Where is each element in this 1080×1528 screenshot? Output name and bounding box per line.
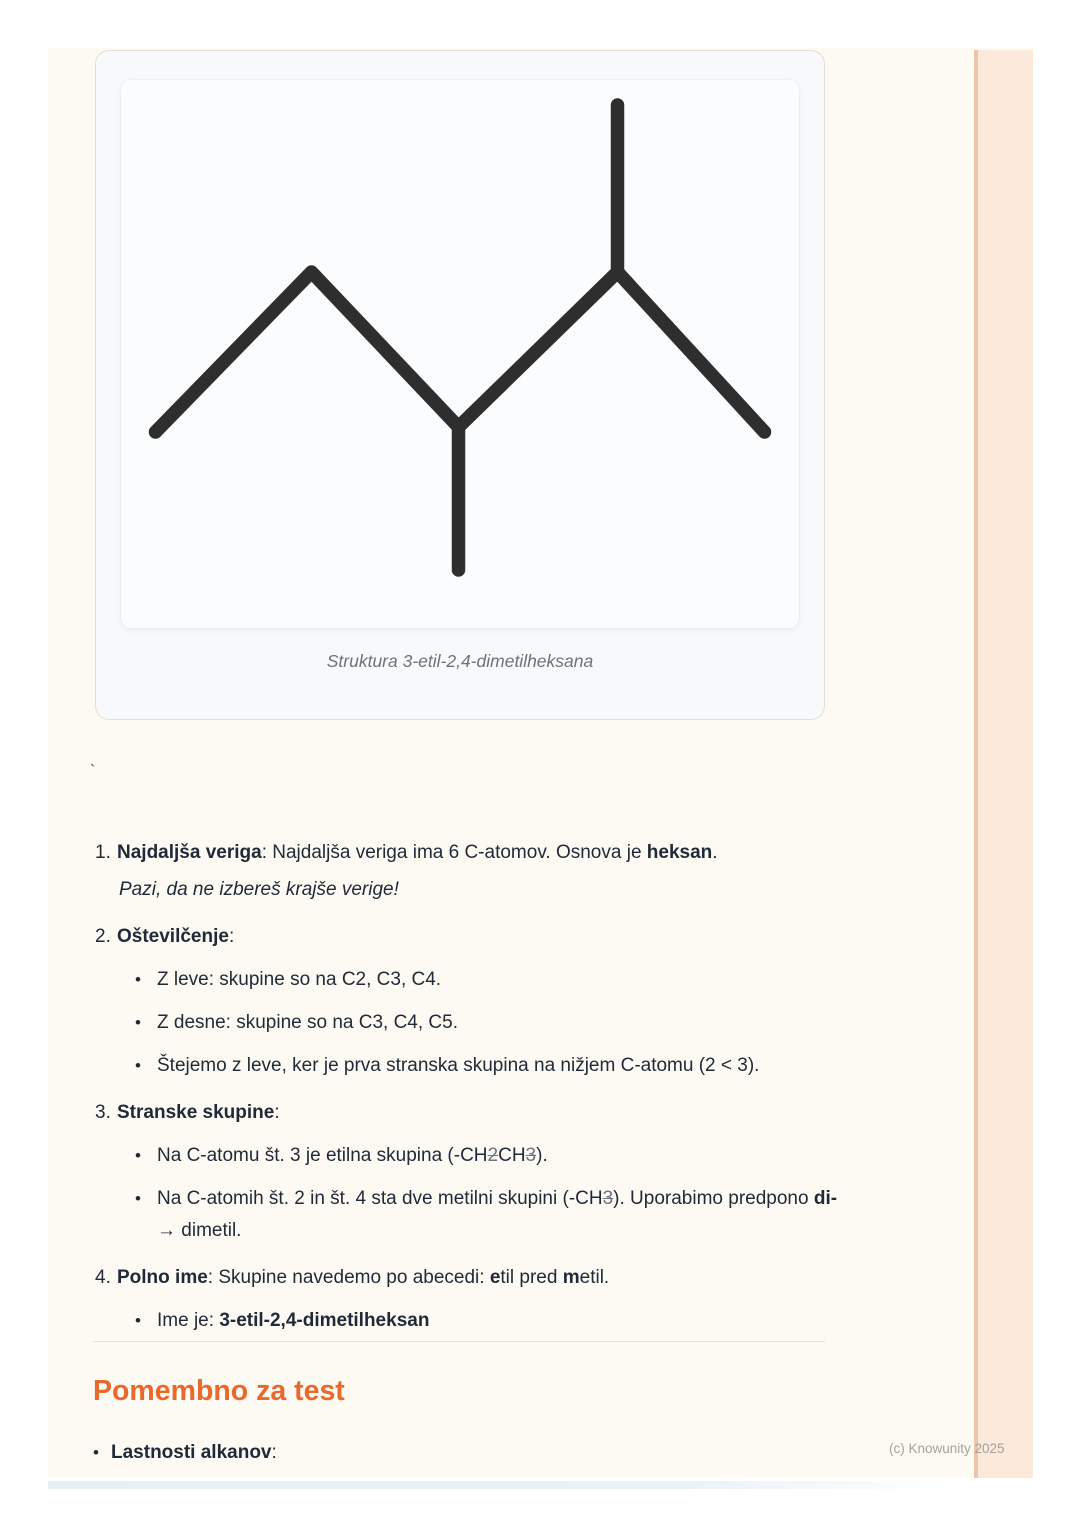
step-number: 4. [95,1267,111,1288]
stray-backtick-char: ` [90,763,96,780]
bullet-text: Štejemo z leve, ker je prva stranska skupina na nižjem C-atomu (2 < 3). [157,1055,760,1076]
right-margin-stripe [974,50,1033,1478]
step-number: 1. [95,842,111,863]
step-number: 3. [95,1102,111,1123]
bullet-dot: • [93,1443,99,1462]
list-item [135,1007,838,1039]
step-text: Stranske skupine: [117,1102,280,1123]
bullet-dot: • [135,1311,141,1330]
important-list-item [93,1437,833,1469]
list-item [135,964,838,996]
step-number: 2. [95,926,111,947]
step-text: Oštevilčenje: [117,926,235,947]
bullet-dot: • [135,1056,141,1075]
figure-card [95,50,825,720]
bottom-edge-band [48,1481,948,1489]
bullet-dot: • [135,1013,141,1032]
copyright-text: (c) Knowunity 2025 [889,1441,1005,1456]
bullet-text: Na C-atomu št. 3 je etilna skupina (-CH2CH3). [157,1145,548,1166]
steps-list [93,837,838,1352]
step-item-2 [93,921,838,1082]
molecule-image [121,80,799,628]
skeletal-structure-drawing [121,80,799,628]
bullet-dot: • [135,1189,141,1208]
figure-caption: Struktura 3-etil-2,4-dimetilheksana [326,651,594,671]
list-item [135,1140,838,1172]
bullet-text: Na C-atomih št. 2 in št. 4 sta dve metilni skupini (-CH3). Uporabimo predpono di- → dimetil. [157,1188,838,1241]
step-text: Najdaljša veriga: Najdaljša veriga ima 6 C-atomov. Osnova je heksan. [117,842,718,863]
bullet-text: Lastnosti alkanov: [111,1442,277,1463]
step-text: Polno ime: Skupine navedemo po abecedi: etil pred metil. [117,1267,610,1288]
step-item-3 [93,1097,838,1247]
list-item [135,1050,838,1082]
bullet-text: Ime je: 3-etil-2,4-dimetilheksan [157,1310,430,1331]
bullet-text: Z leve: skupine so na C2, C3, C4. [157,969,442,990]
section-divider [93,1341,825,1342]
step-note: Pazi, da ne izbereš krajše verige! [119,879,399,900]
step-item-1 [93,837,838,906]
list-item [135,1305,838,1337]
important-section-heading: Pomembno za test [93,1375,345,1407]
bullet-dot: • [135,970,141,989]
list-item [135,1183,838,1247]
bullet-dot: • [135,1146,141,1165]
bullet-text: Z desne: skupine so na C3, C4, C5. [157,1012,458,1033]
step-item-4 [93,1262,838,1337]
